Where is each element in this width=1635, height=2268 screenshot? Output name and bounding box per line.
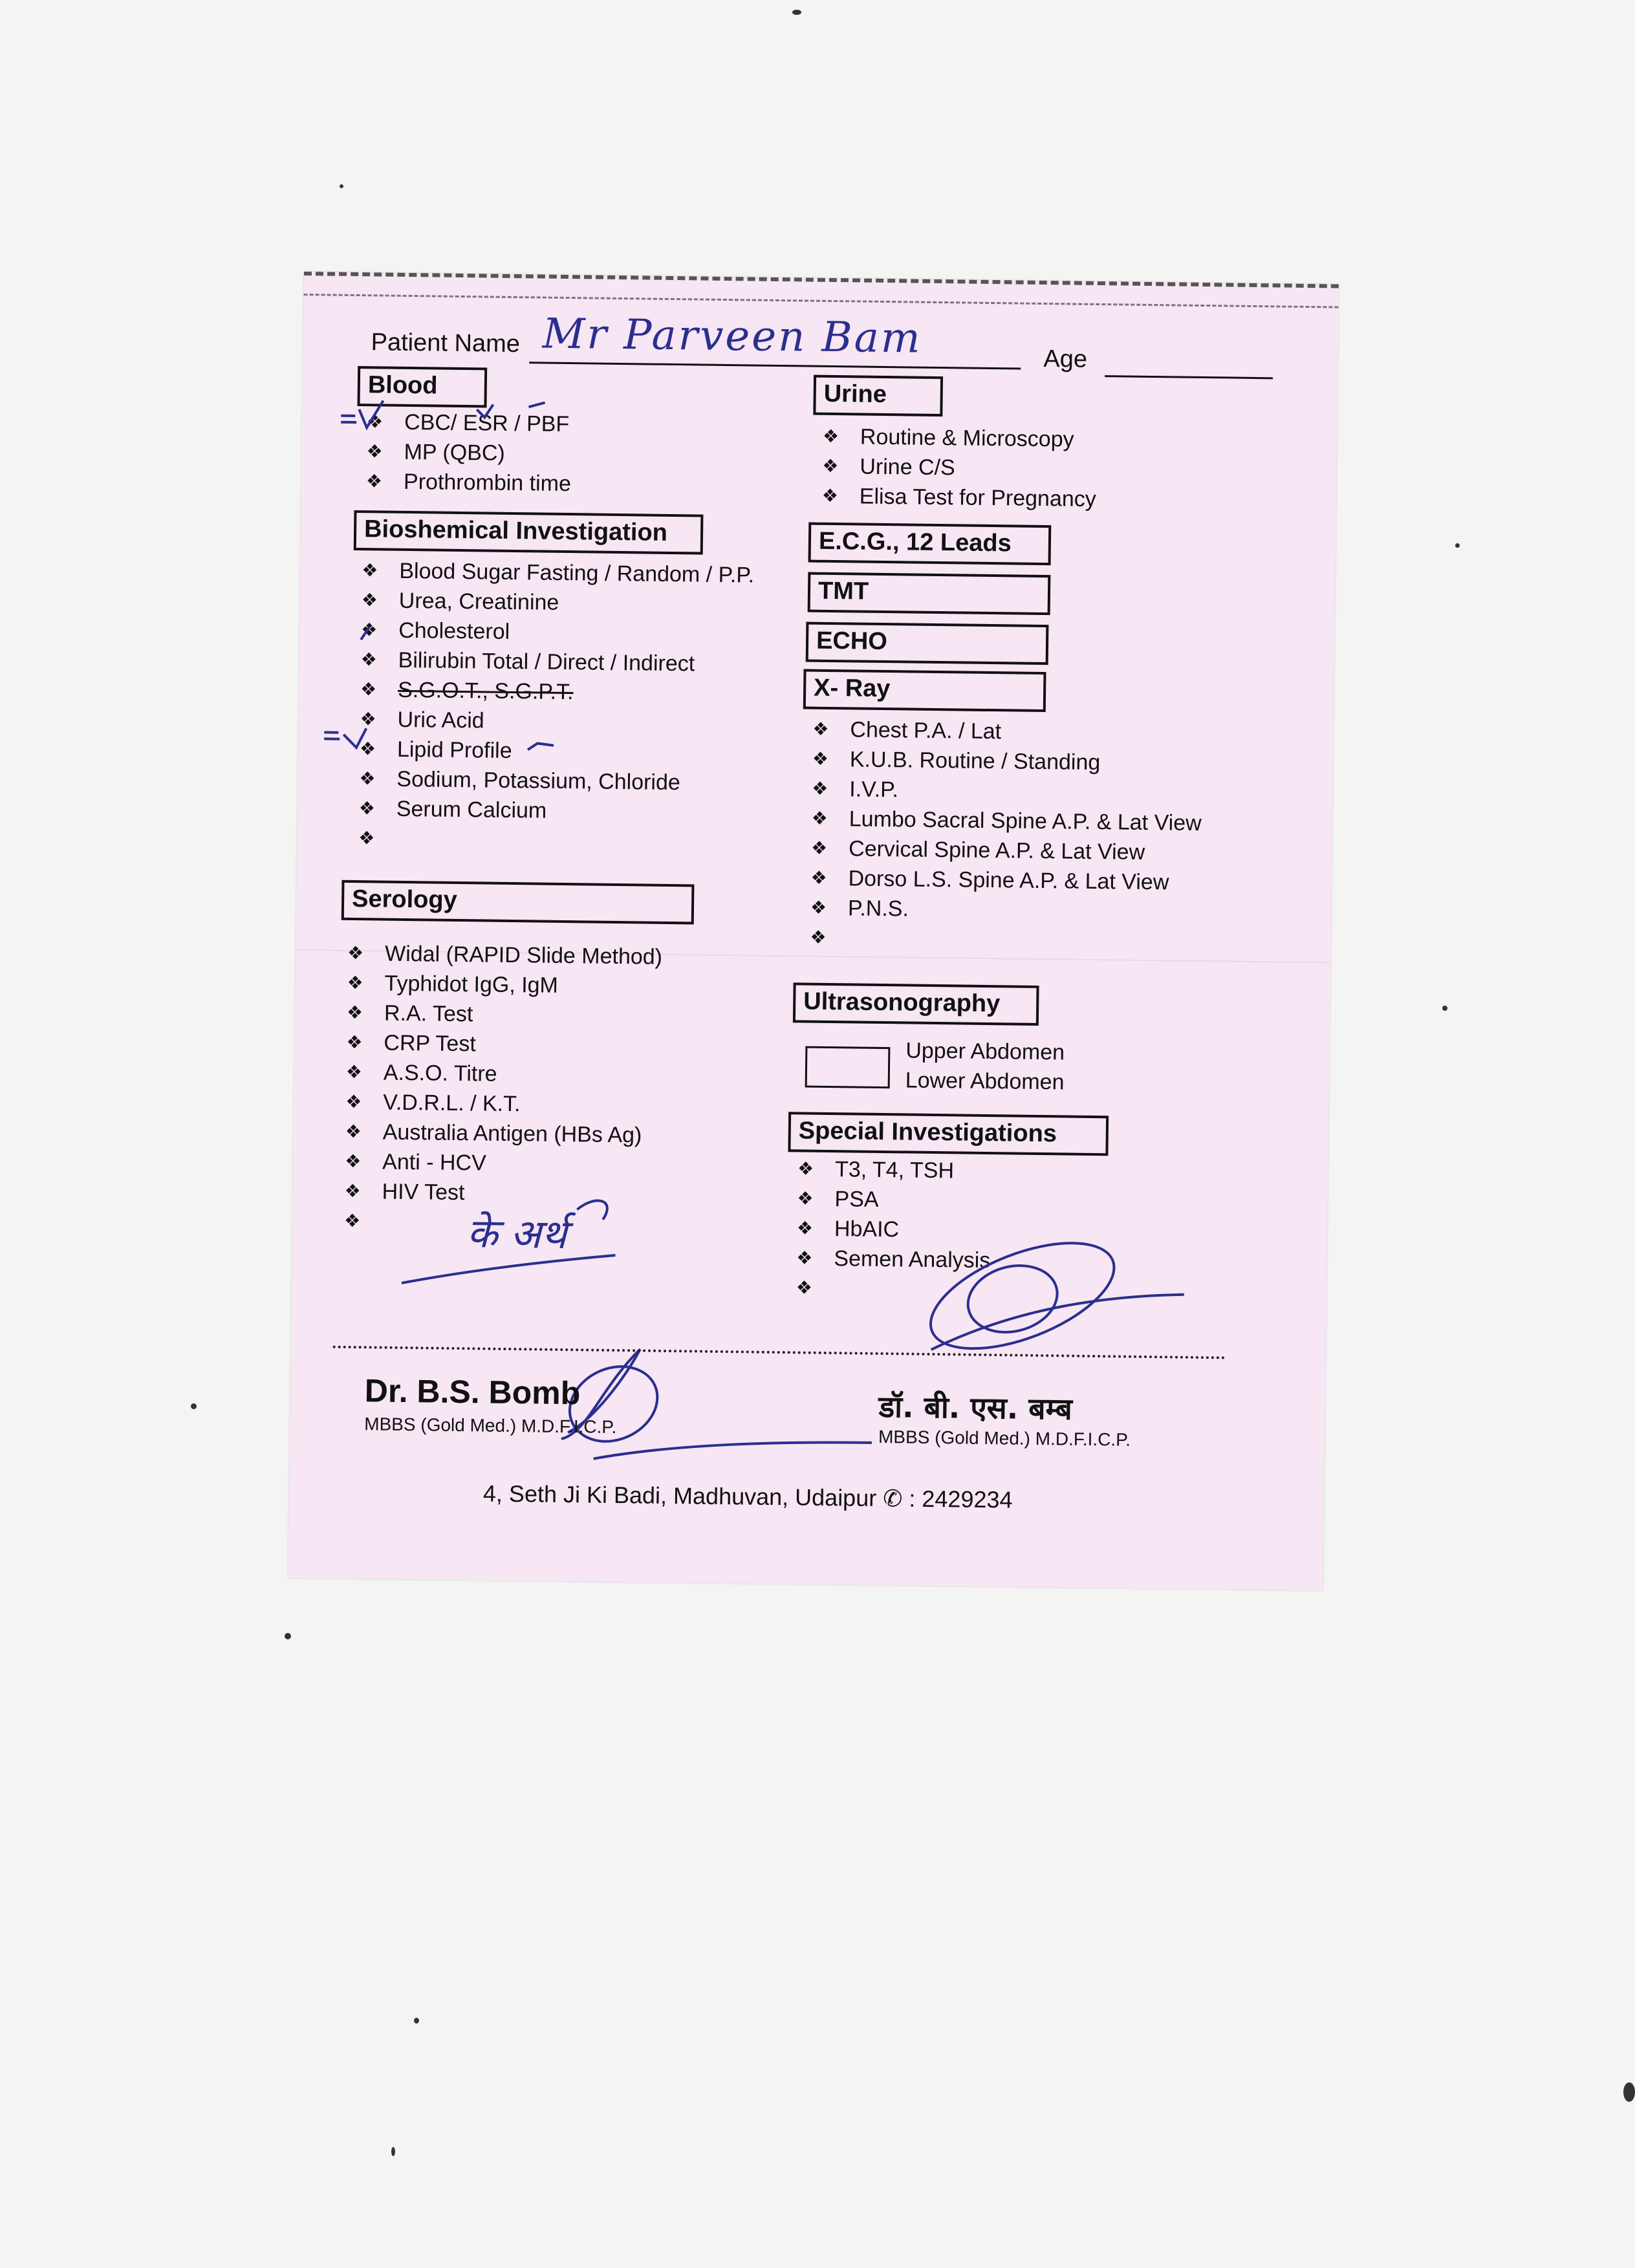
list-item: ❖ CRP Test — [346, 1028, 661, 1061]
patient-name-line — [529, 362, 1021, 369]
list-item: ❖ Sodium, Potassium, Chloride — [359, 764, 752, 798]
list-item: ❖ HIV Test — [344, 1176, 659, 1210]
list-item: Upper Abdomen — [905, 1038, 1065, 1065]
list-item: ❖ I.V.P. — [812, 774, 1202, 808]
patient-name-handwritten: Mr Parveen Bam — [542, 310, 923, 363]
ultrasonography-list — [905, 1035, 1065, 1097]
biochemical-list — [358, 556, 754, 858]
list-item: ❖ Semen Analysis — [796, 1243, 990, 1275]
list-item: ❖ Chest P.A. / Lat — [812, 715, 1203, 749]
list-item: ❖ Blood Sugar Fasting / Random / P.P. — [362, 556, 754, 590]
age-label: Age — [1043, 345, 1088, 373]
doctor-name-hi: डॉ. बी. एस. बम्ब — [878, 1388, 1073, 1427]
clinic-address: 4, Seth Ji Ki Badi, Madhuvan, Udaipur ✆ : 2429234 — [482, 1480, 1013, 1513]
list-item: ❖ T3, T4, TSH — [797, 1154, 991, 1186]
ecg-heading: E.C.G., 12 Leads — [808, 523, 1052, 566]
special-investigations-list — [796, 1154, 992, 1305]
list-item — [796, 1273, 990, 1305]
list-item: ❖ P.N.S. — [810, 893, 1201, 927]
list-item: ❖ Lumbo Sacral Spine A.P. & Lat View — [811, 804, 1202, 838]
tmt-heading: TMT — [808, 572, 1051, 616]
list-item: ❖ Serum Calcium — [359, 794, 752, 828]
scan-speck — [1442, 1006, 1447, 1011]
list-item: ❖ Urea, Creatinine — [362, 585, 754, 620]
list-item: ❖ Urine C/S — [822, 451, 1097, 484]
list-item: ❖ Cervical Spine A.P. & Lat View — [811, 834, 1202, 868]
patient-row — [371, 308, 1264, 383]
list-item: ❖ Uric Acid — [360, 704, 752, 739]
list-item: Lower Abdomen — [905, 1068, 1065, 1095]
list-item: ❖ Dorso L.S. Spine A.P. & Lat View — [810, 863, 1201, 898]
scan-speck — [414, 2018, 419, 2024]
xray-list — [810, 715, 1202, 957]
scan-speck — [1455, 543, 1460, 548]
list-item: ❖ Widal (RAPID Slide Method) — [347, 938, 662, 972]
list-item: ❖ Routine & Microscopy — [823, 422, 1098, 455]
list-item: ❖ S.G.O.T., S.G.P.T. — [360, 675, 753, 709]
doctor-name-en: Dr. B.S. Bomb — [364, 1372, 581, 1412]
scan-speck — [792, 10, 801, 15]
scan-speck — [340, 184, 343, 188]
ultrasonography-heading: Ultrasonography — [793, 982, 1039, 1026]
ultrasonography-checkbox — [805, 1046, 891, 1089]
age-line — [1105, 375, 1273, 379]
blood-heading: Blood — [357, 366, 487, 407]
list-item: ❖ Bilirubin Total / Direct / Indirect — [360, 645, 753, 679]
list-item: ❖ Typhidot IgG, IgM — [347, 968, 662, 1002]
scan-speck — [391, 2147, 395, 2156]
serology-list — [344, 938, 663, 1240]
list-item: ❖ Lipid Profile — [360, 734, 752, 768]
list-item: ❖ Australia Antigen (HBs Ag) — [345, 1117, 660, 1150]
perforated-edge — [304, 272, 1339, 308]
xray-heading: X- Ray — [803, 669, 1046, 712]
list-item: ❖ PSA — [797, 1183, 991, 1216]
list-item: ❖ Anti - HCV — [345, 1147, 660, 1180]
footer-divider — [333, 1346, 1226, 1359]
biochemical-heading: Bioshemical Investigation — [354, 510, 704, 555]
list-item: ❖ Prothrombin time — [366, 466, 571, 499]
echo-heading: ECHO — [806, 622, 1049, 665]
doctor-qualification-right: MBBS (Gold Med.) M.D.F.I.C.P. — [878, 1426, 1131, 1450]
list-item — [358, 823, 751, 858]
list-item: ❖ MP (QBC) — [366, 437, 571, 469]
serology-heading: Serology — [341, 880, 695, 925]
scan-speck — [285, 1633, 291, 1639]
scan-speck — [1623, 2082, 1635, 2102]
list-item: ❖ Elisa Test for Pregnancy — [822, 481, 1097, 514]
list-item: ❖ R.A. Test — [347, 998, 662, 1031]
prescription-slip — [288, 272, 1339, 1590]
urine-list — [822, 422, 1098, 514]
blood-list — [366, 407, 572, 499]
urine-heading: Urine — [813, 375, 943, 416]
special-investigations-heading: Special Investigations — [788, 1112, 1109, 1156]
list-item: ❖ V.D.R.L. / K.T. — [345, 1087, 660, 1121]
doctor-qualification-left: MBBS (Gold Med.) M.D.F.I.C.P. — [364, 1414, 617, 1438]
handwritten-note: के अर्थ — [466, 1209, 567, 1258]
list-item: ❖ HbAIC — [797, 1213, 991, 1246]
list-item: ❖ A.S.O. Titre — [346, 1057, 661, 1091]
patient-name-label: Patient Name — [371, 329, 521, 358]
scan-speck — [191, 1403, 197, 1409]
list-item: ❖ CBC/ ESR / PBF — [367, 407, 572, 439]
list-item — [810, 923, 1200, 957]
list-item: ❖ K.U.B. Routine / Standing — [812, 744, 1203, 779]
list-item: ❖ Cholesterol — [361, 615, 753, 649]
